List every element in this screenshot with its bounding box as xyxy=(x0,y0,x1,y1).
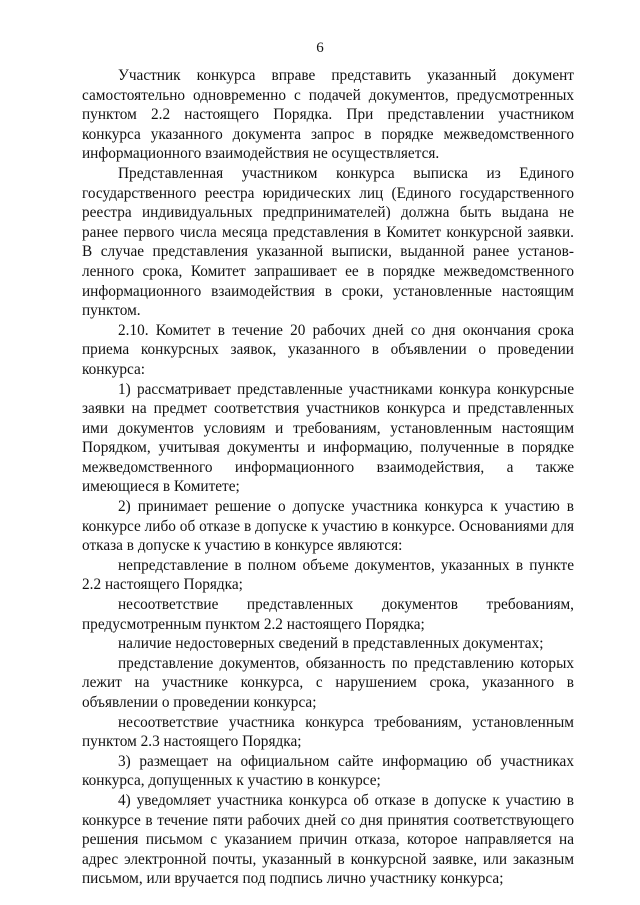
paragraph-item-1: 1) рассматривает представленные участниками конкура конкурсные заявки на предмет соответствия участников конкурса и представленных ими документов условиям и требованиям, установленным настоящим Порядком, учитывая документы и информацию, полученные в порядке межведомственного информационного взаимодействия, а также имеющиеся в Комитете; xyxy=(82,380,574,496)
paragraph-ground-participant-mismatch: несоответствие участника конкурса требованиям, установленным пунктом 2.3 настоящего Порядка; xyxy=(82,713,574,751)
paragraph-registry-extract: Представленная участником конкурса выписка из Единого государственного реестра юридических лиц (Единого государственного реестра индивидуальных предпринимателей) должна быть выдана не ранее первого числа месяца представления в Комитет конкурсной заявки. В случае представления указанной выписки, выданной ранее установленного срока, Комитет запрашивает ее в порядке межведомственного информационного взаимодействия в сроки, установленные настоящим пунктом. xyxy=(82,164,574,320)
paragraph-ground-false-info: наличие недостоверных сведений в представленных документах; xyxy=(118,635,544,653)
page-number: 6 xyxy=(316,40,324,56)
document-body xyxy=(82,66,574,889)
paragraph-item-3: 3) размещает на официальном сайте информацию об участниках конкурса, допущенных к участию в конкурсе; xyxy=(82,752,574,790)
paragraph-ground-nonconformity: несоответствие представленных документов требованиям, предусмотренным пунктом 2.2 настоящего Порядка; xyxy=(82,596,574,633)
paragraph-ground-late: представление документов, обязанность по представлению которых лежит на участнике конкурса, с нарушением срока, указанного в объявлении о проведении конкурса; xyxy=(82,654,574,711)
paragraph-ground-incomplete: непредставление в полном объеме документов, указанных в пункте 2.2 настоящего Порядка; xyxy=(82,556,574,594)
paragraph-item-2: 2) принимает решение о допуске участника конкурса к участию в конкурсе либо об отказе в допуске к участию в конкурсе. Основаниями для отказа в допуске к участию в конкурсе являются: xyxy=(82,498,574,555)
paragraph-participant-document: Участник конкурса вправе представить указанный документ самостоятельно одновременно с подачей документов, предусмотренных пунктом 2.2 настоящего Порядка. При представлении участником конкурса указанного документа запрос в порядке межведомственного информационного взаимодействия не осуществляется. xyxy=(82,67,574,163)
paragraph-item-4: 4) уведомляет участника конкурса об отказе в допуске к участию в конкурсе в течение пяти рабочих дней со дня принятия соответствующего решения письмом с указанием причин отказа, которое направляется на адрес электронной почты, указанный в конкурсной заявке, или заказным письмом, или вручается под подпись лично участнику конкурса; xyxy=(82,791,574,888)
paragraph-2-10: 2.10. Комитет в течение 20 рабочих дней со дня окончания срока приема конкурсных заявок, указанного в объявлении о проведении конкурса: xyxy=(82,321,574,378)
